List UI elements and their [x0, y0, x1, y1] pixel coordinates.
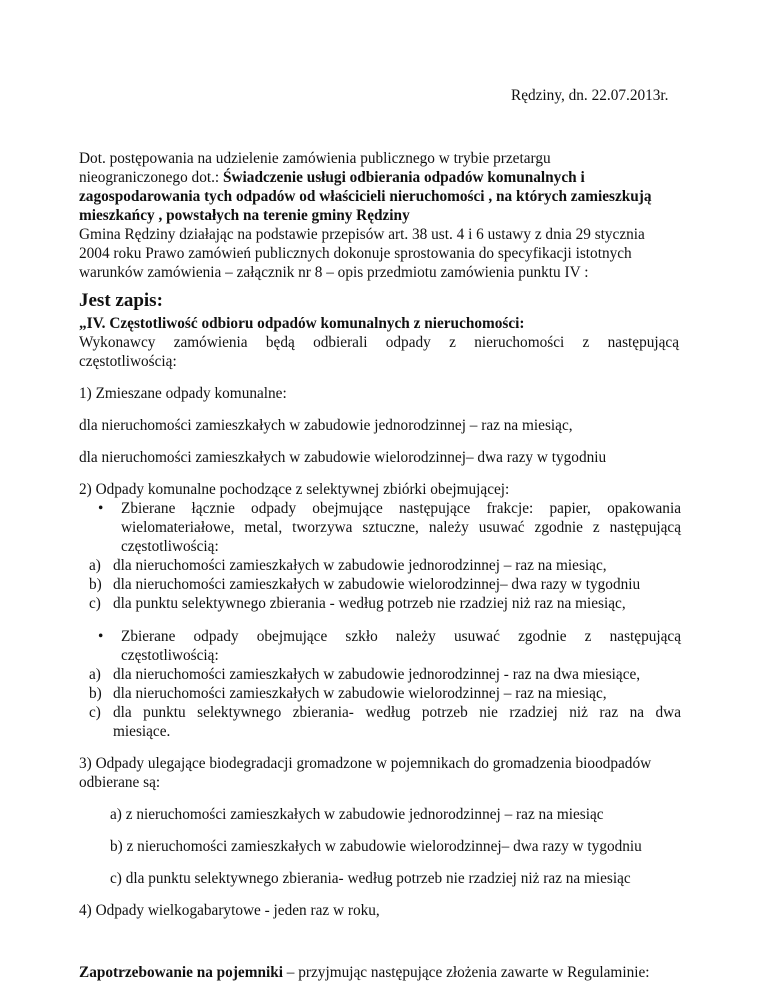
list-item: dla nieruchomości zamieszkałych w zabudowie jednorodzinnej – raz na miesiąc, — [113, 557, 607, 574]
p1-item: dla nieruchomości zamieszkałych w zabudowie wielorodzinnej– dwa razy w tygodniu — [79, 449, 607, 466]
list-item: dla punktu selektywnego zbierania - według potrzeb nie rzadziej niż raz na miesiąc, — [113, 595, 626, 612]
p1-title: 1) Zmieszane odpady komunalne: — [79, 385, 287, 402]
list-label: c) — [89, 595, 101, 612]
p3-item: b) z nieruchomości zamieszkałych w zabudowie wielorodzinnej– dwa razy w tygodniu — [110, 838, 642, 855]
footer-line — [79, 963, 650, 982]
p3-title: odbierane są: — [79, 774, 161, 791]
bullet-line: Zbierane odpady obejmujące szkło należy usuwać zgodnie z następującą — [121, 628, 681, 645]
subject-title: Świadczenie usługi odbierania odpadów komunalnych i — [223, 169, 585, 186]
subject-title-line: mieszkańcy , powstałych na terenie gminy Rędziny — [79, 207, 410, 224]
footer-bold: Zapotrzebowanie na pojemniki — [79, 964, 283, 981]
footer-text: – przyjmując następujące złożenia zawarte w Regulaminie: — [282, 964, 650, 981]
list-item: dla nieruchomości zamieszkałych w zabudowie wielorodzinnej – raz na miesiąc, — [113, 685, 607, 702]
list-label: b) — [89, 685, 102, 702]
bullet-line: Zbierane łącznie odpady obejmujące następujące frakcje: papier, opakowania — [121, 500, 681, 517]
subject-title — [79, 206, 410, 225]
p4-text: 4) Odpady wielkogabarytowe - jeden raz w roku, — [79, 902, 380, 919]
p3-item: c) dla punktu selektywnego zbierania- według potrzeb nie rzadziej niż raz na miesiąc — [110, 870, 631, 887]
section-heading: Jest zapis: — [79, 290, 163, 311]
lead-line: częstotliwością: — [79, 353, 177, 370]
bullet-line: częstotliwością: — [121, 647, 219, 664]
subject-title-line: zagospodarowania tych odpadów od właścicieli nieruchomości , na których zamieszkują — [79, 188, 652, 205]
list-label: a) — [89, 557, 101, 574]
bullet-line: częstotliwością: — [121, 538, 219, 555]
intro-line: Dot. postępowania na udzielenie zamówienia publicznego w trybie przetargu — [79, 150, 551, 167]
bullet-icon: • — [98, 500, 104, 517]
subject-title — [79, 187, 652, 206]
place-date: Rędziny, dn. 22.07.2013r. — [511, 87, 669, 104]
intro-line: Gmina Rędziny działając na podstawie przepisów art. 38 ust. 4 i 6 ustawy z dnia 29 stycznia — [79, 226, 645, 243]
list-item: dla nieruchomości zamieszkałych w zabudowie wielorodzinnej– dwa razy w tygodniu — [113, 576, 641, 593]
lead-line: Wykonawcy zamówienia będą odbierali odpady z nieruchomości z następującą — [79, 334, 679, 351]
list-label: a) — [89, 666, 101, 683]
p3-item: a) z nieruchomości zamieszkałych w zabudowie jednorodzinnej – raz na miesiąc — [110, 806, 604, 823]
intro-line: 2004 roku Prawo zamówień publicznych dokonuje sprostowania do specyfikacji istotnych — [79, 245, 632, 262]
list-label: c) — [89, 704, 101, 721]
p1-item: dla nieruchomości zamieszkałych w zabudowie jednorodzinnej – raz na miesiąc, — [79, 417, 573, 434]
bullet-line: wielomateriałowe, metal, tworzywa sztuczne, należy usuwać zgodnie z następującą — [121, 519, 681, 536]
intro-line: warunków zamówienia – załącznik nr 8 – opis przedmiotu zamówienia punktu IV : — [79, 264, 589, 281]
list-label: b) — [89, 576, 102, 593]
list-item-cont: miesiące. — [113, 723, 171, 740]
intro-line — [79, 168, 585, 187]
list-item: dla punktu selektywnego zbierania- według potrzeb nie rzadziej niż raz na dwa — [113, 704, 681, 721]
p3-title: 3) Odpady ulegające biodegradacji gromadzone w pojemnikach do gromadzenia bioodpadów — [79, 755, 652, 772]
intro-text: nieograniczonego dot.: — [79, 169, 223, 186]
p2-title: 2) Odpady komunalne pochodzące z selektywnej zbiórki obejmującej: — [79, 481, 510, 498]
section-subheading — [79, 314, 525, 333]
subheading-text: „IV. Częstotliwość odbioru odpadów komunalnych z nieruchomości: — [79, 315, 525, 332]
bullet-icon: • — [98, 628, 104, 645]
list-item: dla nieruchomości zamieszkałych w zabudowie jednorodzinnej - raz na dwa miesiące, — [113, 666, 641, 683]
